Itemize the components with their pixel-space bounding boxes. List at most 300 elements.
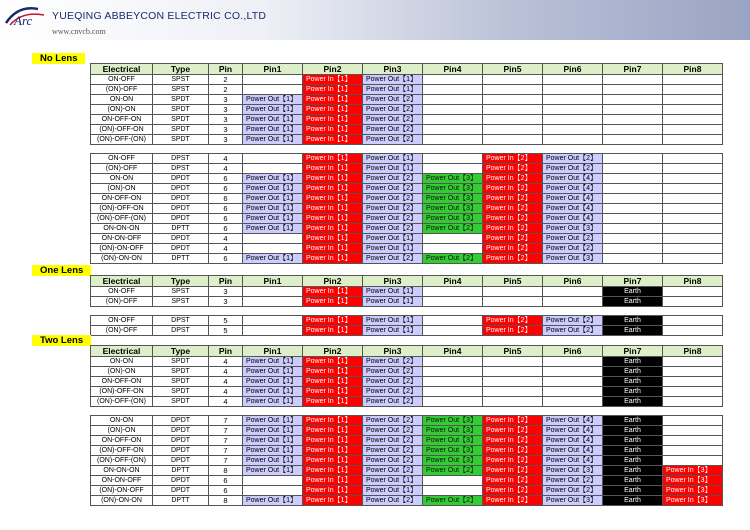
table-cell [543, 387, 603, 397]
table-cell [483, 115, 543, 125]
table-cell: 8 [209, 466, 243, 476]
table-row [91, 456, 723, 466]
table-cell: DPDT [153, 416, 209, 426]
table-cell: Power Out【2】 [363, 254, 423, 264]
table-cell: 2 [209, 85, 243, 95]
table-cell [423, 367, 483, 377]
table-cell [243, 486, 303, 496]
table-cell [663, 214, 723, 224]
table-cell: Power Out【1】 [363, 287, 423, 297]
table-cell: Power In【1】 [303, 174, 363, 184]
column-header: Pin6 [543, 64, 603, 75]
table-cell: Power Out【4】 [543, 436, 603, 446]
table-cell: Power In【1】 [303, 204, 363, 214]
table-cell [423, 316, 483, 326]
table-cell: 7 [209, 426, 243, 436]
table-cell: Power Out【3】 [423, 184, 483, 194]
table-cell: Earth [603, 287, 663, 297]
table-cell [663, 115, 723, 125]
table-cell: DPTT [153, 224, 209, 234]
table-cell: Earth [603, 397, 663, 407]
table-cell: Earth [603, 436, 663, 446]
table-cell: 6 [209, 194, 243, 204]
table-cell [483, 387, 543, 397]
table-cell: Power Out【1】 [243, 224, 303, 234]
table-cell: Power Out【1】 [363, 316, 423, 326]
table-cell: Power In【3】 [663, 496, 723, 506]
table-cell [543, 367, 603, 377]
table-cell: Power Out【1】 [243, 135, 303, 145]
table-cell: Power Out【1】 [243, 194, 303, 204]
table-cell: (ON)-ON [91, 105, 153, 115]
table-cell [483, 135, 543, 145]
table-cell [423, 397, 483, 407]
table-cell: Power Out【3】 [423, 214, 483, 224]
table-cell: Power Out【2】 [363, 135, 423, 145]
table-cell: ON-OFF-ON [91, 194, 153, 204]
table-cell: DPTT [153, 496, 209, 506]
table-cell: Power In【3】 [663, 486, 723, 496]
table-cell: (ON)-ON-OFF [91, 244, 153, 254]
table-cell [423, 85, 483, 95]
table-row [91, 436, 723, 446]
table-cell: Earth [603, 456, 663, 466]
pin-table [90, 63, 723, 145]
table-cell: Power Out【2】 [543, 316, 603, 326]
table-cell: Power Out【1】 [243, 105, 303, 115]
table-cell [423, 486, 483, 496]
table-cell: Power Out【4】 [543, 214, 603, 224]
table-cell: (ON)-OFF [91, 85, 153, 95]
table-cell: 5 [209, 326, 243, 336]
column-header: Pin5 [483, 64, 543, 75]
table-cell: Power Out【4】 [543, 426, 603, 436]
table-cell [543, 135, 603, 145]
table-cell: 7 [209, 446, 243, 456]
table-cell: SPDT [153, 115, 209, 125]
table-cell [243, 164, 303, 174]
table-cell: Power In【1】 [303, 85, 363, 95]
column-header: Type [153, 64, 209, 75]
table-cell [543, 115, 603, 125]
table-cell [483, 367, 543, 377]
table-cell: DPTT [153, 466, 209, 476]
table-cell: Power In【1】 [303, 496, 363, 506]
table-cell [663, 287, 723, 297]
table-cell: Power In【2】 [483, 194, 543, 204]
table-cell: Power In【3】 [663, 466, 723, 476]
table-cell: Power In【1】 [303, 476, 363, 486]
table-cell: Power Out【2】 [363, 397, 423, 407]
table-cell: Power Out【2】 [543, 244, 603, 254]
table-cell [483, 75, 543, 85]
table-cell: 2 [209, 75, 243, 85]
table-cell: Power Out【1】 [243, 426, 303, 436]
table-cell [663, 204, 723, 214]
table-cell: Earth [603, 297, 663, 307]
column-header: Type [153, 346, 209, 357]
column-header: Pin3 [363, 276, 423, 287]
table-cell: (ON)-ON-ON [91, 254, 153, 264]
column-header: Pin3 [363, 64, 423, 75]
table-cell [543, 397, 603, 407]
table-cell: DPDT [153, 184, 209, 194]
section-title: One Lens [32, 265, 91, 276]
table-cell: Power In【2】 [483, 326, 543, 336]
table-row [91, 154, 723, 164]
table-cell: Power In【1】 [303, 214, 363, 224]
column-header: Pin3 [363, 346, 423, 357]
table-cell [603, 234, 663, 244]
table-cell [603, 115, 663, 125]
table-row [91, 476, 723, 486]
table-cell: ON-OFF-ON [91, 377, 153, 387]
table-cell: 3 [209, 135, 243, 145]
table-cell: Power Out【3】 [543, 496, 603, 506]
table-cell: 3 [209, 95, 243, 105]
table-row [91, 234, 723, 244]
table-cell [483, 95, 543, 105]
table-cell [663, 367, 723, 377]
table-row [91, 426, 723, 436]
table-cell: DPDT [153, 194, 209, 204]
table-cell [423, 164, 483, 174]
table-cell: DPDT [153, 486, 209, 496]
table-cell: SPDT [153, 377, 209, 387]
table-cell: Power In【1】 [303, 326, 363, 336]
table-cell [663, 184, 723, 194]
table-cell [543, 85, 603, 95]
table-cell: Power Out【2】 [363, 125, 423, 135]
table-cell: 8 [209, 496, 243, 506]
table-cell: (ON)-OFF-(ON) [91, 135, 153, 145]
table-cell: 7 [209, 456, 243, 466]
table-cell [543, 357, 603, 367]
table-cell: Power Out【1】 [363, 85, 423, 95]
table-cell: Power Out【4】 [543, 416, 603, 426]
table-cell: Earth [603, 486, 663, 496]
table-cell: Power Out【1】 [243, 446, 303, 456]
table-row [91, 446, 723, 456]
table-cell: DPST [153, 154, 209, 164]
table-cell: SPDT [153, 357, 209, 367]
table-cell [663, 135, 723, 145]
table-cell: SPDT [153, 125, 209, 135]
table-cell [483, 377, 543, 387]
table-cell: Power In【1】 [303, 115, 363, 125]
table-cell: Power Out【2】 [423, 496, 483, 506]
table-cell: ON-ON [91, 416, 153, 426]
table-cell: Earth [603, 466, 663, 476]
column-header: Pin [209, 276, 243, 287]
table-cell [603, 75, 663, 85]
table-row [91, 466, 723, 476]
table-cell: Power In【1】 [303, 377, 363, 387]
table-cell: 5 [209, 316, 243, 326]
table-row [91, 387, 723, 397]
table-cell [663, 377, 723, 387]
table-cell: Power Out【1】 [243, 367, 303, 377]
table-cell: Earth [603, 416, 663, 426]
table-cell [423, 357, 483, 367]
table-cell: Power Out【2】 [363, 446, 423, 456]
table-cell: Power Out【3】 [423, 416, 483, 426]
table-cell: ON-OFF [91, 316, 153, 326]
table-cell: Earth [603, 387, 663, 397]
table-row [91, 95, 723, 105]
table-cell [543, 377, 603, 387]
table-cell: Power In【1】 [303, 436, 363, 446]
table-cell [663, 254, 723, 264]
table-row [91, 357, 723, 367]
table-cell: Power Out【1】 [243, 416, 303, 426]
table-cell: Earth [603, 446, 663, 456]
table-cell: SPST [153, 297, 209, 307]
table-cell [663, 316, 723, 326]
table-cell: Power In【2】 [483, 164, 543, 174]
table-cell: 6 [209, 254, 243, 264]
table-cell: Power Out【2】 [363, 456, 423, 466]
table-cell: 6 [209, 184, 243, 194]
table-row [91, 75, 723, 85]
table-cell: Power In【2】 [483, 154, 543, 164]
table-cell: Power In【2】 [483, 316, 543, 326]
table-cell: Power Out【1】 [243, 466, 303, 476]
table-cell: ON-OFF [91, 154, 153, 164]
table-cell [483, 297, 543, 307]
table-cell: Power In【1】 [303, 316, 363, 326]
table-cell: Power In【2】 [483, 204, 543, 214]
table-cell: Power Out【2】 [543, 486, 603, 496]
table-cell: Power In【2】 [483, 254, 543, 264]
table-cell [483, 397, 543, 407]
table-row [91, 367, 723, 377]
company-name: YUEQING ABBEYCON ELECTRIC CO.,LTD [52, 10, 267, 22]
table-cell: Power Out【2】 [363, 204, 423, 214]
table-cell: DPDT [153, 204, 209, 214]
table-cell: Earth [603, 326, 663, 336]
column-header: Pin8 [663, 346, 723, 357]
table-cell [543, 105, 603, 115]
table-cell: Earth [603, 316, 663, 326]
table-cell [663, 456, 723, 466]
table-cell [423, 244, 483, 254]
table-cell: 6 [209, 214, 243, 224]
table-cell [423, 135, 483, 145]
column-header: Pin6 [543, 346, 603, 357]
svg-text:Arc: Arc [14, 13, 33, 28]
table-cell: ON-ON-ON [91, 224, 153, 234]
table-row [91, 204, 723, 214]
table-cell: Power Out【2】 [423, 466, 483, 476]
table-cell: 3 [209, 297, 243, 307]
table-cell: 6 [209, 204, 243, 214]
table-cell [483, 125, 543, 135]
pin-table [90, 415, 723, 506]
table-cell: SPDT [153, 95, 209, 105]
table-cell: Power Out【1】 [243, 254, 303, 264]
table-cell: SPST [153, 287, 209, 297]
table-cell: Power In【1】 [303, 486, 363, 496]
column-header: Electrical [91, 64, 153, 75]
table-cell: Power Out【2】 [363, 115, 423, 125]
table-row [91, 125, 723, 135]
table-cell [603, 194, 663, 204]
table-cell: 4 [209, 357, 243, 367]
table-cell [603, 164, 663, 174]
table-row [91, 254, 723, 264]
table-cell: (ON)-ON [91, 184, 153, 194]
table-cell: DPDT [153, 244, 209, 254]
table-cell: Power Out【2】 [363, 436, 423, 446]
table-cell: Power Out【1】 [363, 244, 423, 254]
column-header: Type [153, 276, 209, 287]
table-cell [483, 287, 543, 297]
table-cell: Power Out【2】 [363, 377, 423, 387]
table-cell: ON-OFF-ON [91, 115, 153, 125]
table-cell: ON-OFF [91, 287, 153, 297]
table-cell: (ON)-OFF-ON [91, 387, 153, 397]
column-header: Pin8 [663, 64, 723, 75]
column-header: Pin7 [603, 346, 663, 357]
table-cell: DPDT [153, 446, 209, 456]
table-cell: DPDT [153, 476, 209, 486]
table-cell: Power Out【1】 [243, 125, 303, 135]
table-cell: Power Out【3】 [543, 224, 603, 234]
table-cell [663, 164, 723, 174]
table-header-row [91, 64, 723, 75]
table-cell: 4 [209, 397, 243, 407]
table-cell: Power Out【1】 [243, 377, 303, 387]
table-cell [243, 287, 303, 297]
table-cell: DPDT [153, 426, 209, 436]
table-cell: Power In【2】 [483, 184, 543, 194]
table-row [91, 214, 723, 224]
table-cell [603, 125, 663, 135]
table-cell: 3 [209, 125, 243, 135]
table-cell: Power Out【2】 [363, 95, 423, 105]
table-cell: Power In【1】 [303, 234, 363, 244]
table-cell: 3 [209, 105, 243, 115]
table-cell: Power Out【1】 [363, 476, 423, 486]
table-cell: Power Out【1】 [243, 387, 303, 397]
table-cell: Power In【1】 [303, 367, 363, 377]
table-cell: 6 [209, 174, 243, 184]
table-cell: Earth [603, 426, 663, 436]
table-cell: Power In【2】 [483, 224, 543, 234]
table-row [91, 486, 723, 496]
table-row [91, 416, 723, 426]
table-cell: Power In【1】 [303, 224, 363, 234]
table-cell: Power Out【2】 [363, 496, 423, 506]
table-cell: Power Out【2】 [363, 387, 423, 397]
table-cell: Earth [603, 377, 663, 387]
table-cell: Power Out【1】 [243, 456, 303, 466]
table-cell: Power In【1】 [303, 387, 363, 397]
table-cell [603, 154, 663, 164]
table-row [91, 105, 723, 115]
table-cell: 4 [209, 234, 243, 244]
table-cell: Power Out【1】 [243, 174, 303, 184]
table-cell: Power In【2】 [483, 466, 543, 476]
table-row [91, 397, 723, 407]
table-cell: SPST [153, 85, 209, 95]
table-cell: Power In【1】 [303, 416, 363, 426]
table-cell: 6 [209, 486, 243, 496]
table-cell [603, 85, 663, 95]
table-cell: ON-ON-OFF [91, 234, 153, 244]
table-cell: Power Out【1】 [243, 397, 303, 407]
column-header: Pin1 [243, 64, 303, 75]
table-cell [603, 244, 663, 254]
table-cell: Power Out【1】 [243, 95, 303, 105]
table-cell: Power In【1】 [303, 426, 363, 436]
table-cell: Power Out【3】 [423, 174, 483, 184]
table-cell: Power Out【3】 [543, 466, 603, 476]
table-cell [663, 174, 723, 184]
table-row [91, 164, 723, 174]
table-cell: Power Out【1】 [243, 184, 303, 194]
table-cell: Power Out【1】 [243, 436, 303, 446]
table-cell [423, 154, 483, 164]
table-cell: ON-ON [91, 174, 153, 184]
table-cell [603, 105, 663, 115]
table-cell: Power Out【2】 [543, 234, 603, 244]
table-cell [423, 377, 483, 387]
table-row [91, 316, 723, 326]
pin-table [90, 153, 723, 264]
column-header: Electrical [91, 276, 153, 287]
table-cell: Earth [603, 476, 663, 486]
page-header [0, 0, 750, 40]
table-cell [543, 95, 603, 105]
table-cell [603, 95, 663, 105]
table-cell [663, 416, 723, 426]
table-cell [663, 194, 723, 204]
table-cell: Power Out【1】 [363, 154, 423, 164]
table-cell: Power Out【1】 [363, 234, 423, 244]
pin-table [90, 345, 723, 407]
table-cell: Power In【1】 [303, 154, 363, 164]
table-cell: Power In【2】 [483, 456, 543, 466]
table-cell: (ON)-OFF [91, 297, 153, 307]
table-cell: Power Out【2】 [363, 466, 423, 476]
table-cell: Power In【1】 [303, 244, 363, 254]
table-cell: 3 [209, 115, 243, 125]
column-header: Pin1 [243, 346, 303, 357]
table-cell: DPTT [153, 254, 209, 264]
table-cell: Power Out【2】 [363, 357, 423, 367]
table-cell [603, 254, 663, 264]
company-url[interactable]: www.cnvcb.com [52, 27, 106, 36]
table-cell: Power Out【1】 [363, 164, 423, 174]
table-cell: Power Out【4】 [543, 456, 603, 466]
table-cell [603, 224, 663, 234]
table-cell: SPDT [153, 105, 209, 115]
section-title: No Lens [32, 53, 85, 64]
table-cell: (ON)-OFF [91, 164, 153, 174]
table-cell [423, 297, 483, 307]
table-cell: 4 [209, 154, 243, 164]
table-cell: Power In【1】 [303, 397, 363, 407]
table-cell: ON-ON-OFF [91, 476, 153, 486]
table-cell: Power Out【2】 [423, 254, 483, 264]
table-cell: Power In【2】 [483, 496, 543, 506]
table-cell: Power Out【2】 [363, 184, 423, 194]
table-cell: Power In【2】 [483, 436, 543, 446]
table-cell: 6 [209, 224, 243, 234]
table-cell: Power In【1】 [303, 194, 363, 204]
